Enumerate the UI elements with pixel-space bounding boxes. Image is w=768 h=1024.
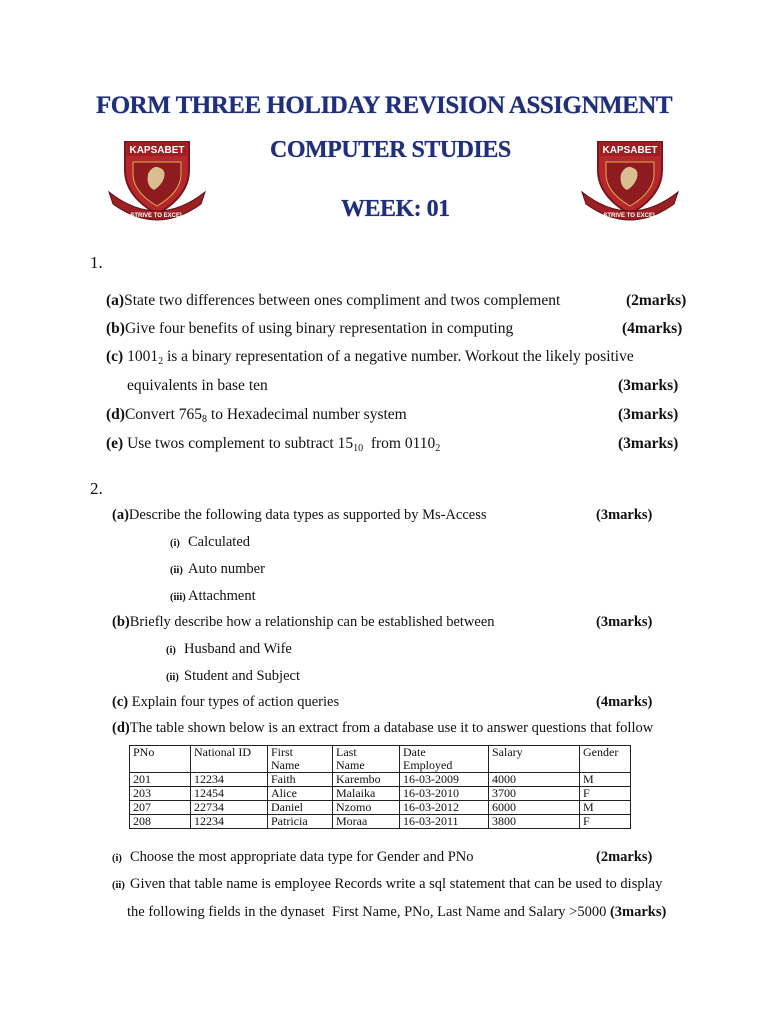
q1d-marks: (3marks) [618, 406, 679, 423]
cell-national-id: 12234 [191, 815, 268, 829]
col-header-national-id: National ID [191, 746, 268, 773]
school-crest-logo-right [576, 134, 684, 224]
q1c-text: is a binary representation of a negative number. Workout the likely positive [163, 348, 634, 365]
week-title: WEEK: 01 [341, 196, 450, 222]
q2b-label: (b) [112, 614, 130, 630]
q2a-item-ii-text: Auto number [188, 561, 265, 577]
cell-pno: 203 [130, 787, 191, 801]
crest-banner-text: KAPSABET [129, 145, 185, 156]
q2b-item-ii [166, 668, 300, 685]
roman-ii: (ii) [112, 880, 125, 891]
q2c-marks: (4marks) [596, 694, 653, 710]
q2d-label: (d) [112, 720, 130, 736]
q2a-item-ii [170, 561, 265, 578]
col-header-pno: PNo [130, 746, 191, 773]
cell-gender: F [580, 815, 631, 829]
q1a-text: State two differences between ones compliment and twos complement [124, 292, 561, 309]
roman-i: (i) [170, 538, 180, 549]
q2c-label: (c) [112, 694, 129, 710]
q2a-item-i [170, 534, 250, 551]
cell-national-id: 22734 [191, 801, 268, 815]
q2a-line [112, 507, 487, 524]
q1d-line [106, 406, 407, 424]
cell-gender: M [580, 801, 631, 815]
question-1-number: 1. [90, 253, 103, 272]
table-header-row [130, 746, 631, 773]
cell-gender: M [580, 773, 631, 787]
roman-ii: (ii) [170, 565, 183, 576]
q2a-marks: (3marks) [596, 507, 653, 523]
col-header-salary: Salary [489, 746, 580, 773]
q1e-marks: (3marks) [618, 435, 679, 452]
q1c-line [106, 348, 634, 366]
table-row [130, 801, 631, 815]
cell-date-employed: 16-03-2009 [400, 773, 489, 787]
cell-salary: 4000 [489, 773, 580, 787]
cell-date-employed: 16-03-2012 [400, 801, 489, 815]
cell-last-name: Nzomo [333, 801, 400, 815]
col-header-last-name: Last Name [333, 746, 400, 773]
q2c-line [112, 694, 339, 711]
crest-banner-text: KAPSABET [602, 145, 658, 156]
cell-national-id: 12454 [191, 787, 268, 801]
roman-i: (i) [166, 645, 176, 656]
cell-national-id: 12234 [191, 773, 268, 787]
q1d-pre: Convert 765 [124, 406, 203, 423]
crest-motto-text: STRIVE TO EXCEL [603, 213, 657, 219]
q2d-sub-ii-marks: (3marks) [609, 904, 667, 920]
q1c-base: 2 [158, 356, 164, 367]
q1e-pre: Use twos complement to subtract 15 [127, 435, 354, 452]
cell-first-name: Patricia [268, 815, 333, 829]
q2d-sub-i-line [112, 849, 473, 866]
q2a-item-iii [170, 588, 256, 605]
q1b-line [106, 320, 513, 338]
roman-i: (i) [112, 853, 122, 864]
cell-pno: 201 [130, 773, 191, 787]
table-row [130, 787, 631, 801]
cell-first-name: Alice [268, 787, 333, 801]
q1e-line [106, 435, 440, 453]
employee-table [129, 745, 631, 829]
q1d-post: to Hexadecimal number system [207, 406, 407, 423]
cell-gender: F [580, 787, 631, 801]
q1b-marks: (4marks) [622, 320, 683, 337]
q1d-base: 8 [202, 414, 208, 425]
cell-first-name: Faith [268, 773, 333, 787]
question-2-number: 2. [90, 479, 103, 498]
table-row [130, 815, 631, 829]
q2a-text: Describe the following data types as supported by Ms-Access [128, 507, 487, 523]
q2b-item-i-text: Husband and Wife [184, 641, 292, 657]
school-crest-logo-left [103, 134, 211, 224]
q2d-sub-ii-text: Given that table name is employee Records write a sql statement that can be used to display [130, 876, 663, 892]
col-header-date-employed: Date Employed [400, 746, 489, 773]
q1e-label: (e) [106, 435, 124, 452]
cell-date-employed: 16-03-2011 [400, 815, 489, 829]
q2a-item-iii-text: Attachment [188, 588, 256, 604]
q2d-line [112, 720, 653, 737]
cell-last-name: Malaika [333, 787, 400, 801]
q1d-label: (d) [106, 406, 125, 423]
q1e-base2: 2 [435, 443, 441, 454]
cell-date-employed: 16-03-2010 [400, 787, 489, 801]
q2d-sub-ii-text2: the following fields in the dynaset First Name, PNo, Last Name and Salary >5000 [127, 904, 610, 920]
q2b-marks: (3marks) [596, 614, 653, 630]
q1b-label: (b) [106, 320, 125, 337]
q2d-sub-i-marks: (2marks) [596, 849, 653, 865]
q1b-text: Give four benefits of using binary representation in computing [124, 320, 514, 337]
q2c-text: Explain four types of action queries [131, 694, 340, 710]
cell-salary: 3700 [489, 787, 580, 801]
q2b-text: Briefly describe how a relationship can be established between [129, 614, 495, 630]
q2d-sub-i-text: Choose the most appropriate data type for Gender and PNo [130, 849, 474, 865]
q2a-item-i-text: Calculated [188, 534, 251, 550]
roman-iii: (iii) [170, 592, 186, 603]
col-header-gender: Gender [580, 746, 631, 773]
q1c-text-line2: equivalents in base ten [127, 377, 268, 394]
q2d-text: The table shown below is an extract from a database use it to answer questions that follow [129, 720, 654, 736]
q1a-marks: (2marks) [626, 292, 687, 309]
cell-last-name: Moraa [333, 815, 400, 829]
q1c-marks: (3marks) [618, 377, 679, 394]
q2d-sub-ii-line [112, 876, 662, 893]
roman-ii: (ii) [166, 672, 179, 683]
q2a-label: (a) [112, 507, 129, 523]
q1a-label: (a) [106, 292, 125, 309]
crest-motto-text: STRIVE TO EXCEL [130, 213, 184, 219]
q1e-mid: from 0110 [363, 435, 436, 452]
subject-title: COMPUTER STUDIES [270, 137, 511, 163]
q2b-line [112, 614, 495, 631]
cell-salary: 3800 [489, 815, 580, 829]
q2d-sub-ii-line2 [127, 904, 666, 921]
q1c-label: (c) [106, 348, 124, 365]
cell-salary: 6000 [489, 801, 580, 815]
page-title: FORM THREE HOLIDAY REVISION ASSIGNMENT [95, 92, 673, 119]
q1a-line [106, 292, 560, 310]
table-row [130, 773, 631, 787]
q1c-number: 1001 [127, 348, 159, 365]
cell-pno: 207 [130, 801, 191, 815]
cell-last-name: Karembo [333, 773, 400, 787]
q2b-item-ii-text: Student and Subject [184, 668, 300, 684]
col-header-first-name: First Name [268, 746, 333, 773]
cell-first-name: Daniel [268, 801, 333, 815]
q1e-base1: 10 [353, 443, 364, 454]
q2b-item-i [166, 641, 292, 658]
cell-pno: 208 [130, 815, 191, 829]
